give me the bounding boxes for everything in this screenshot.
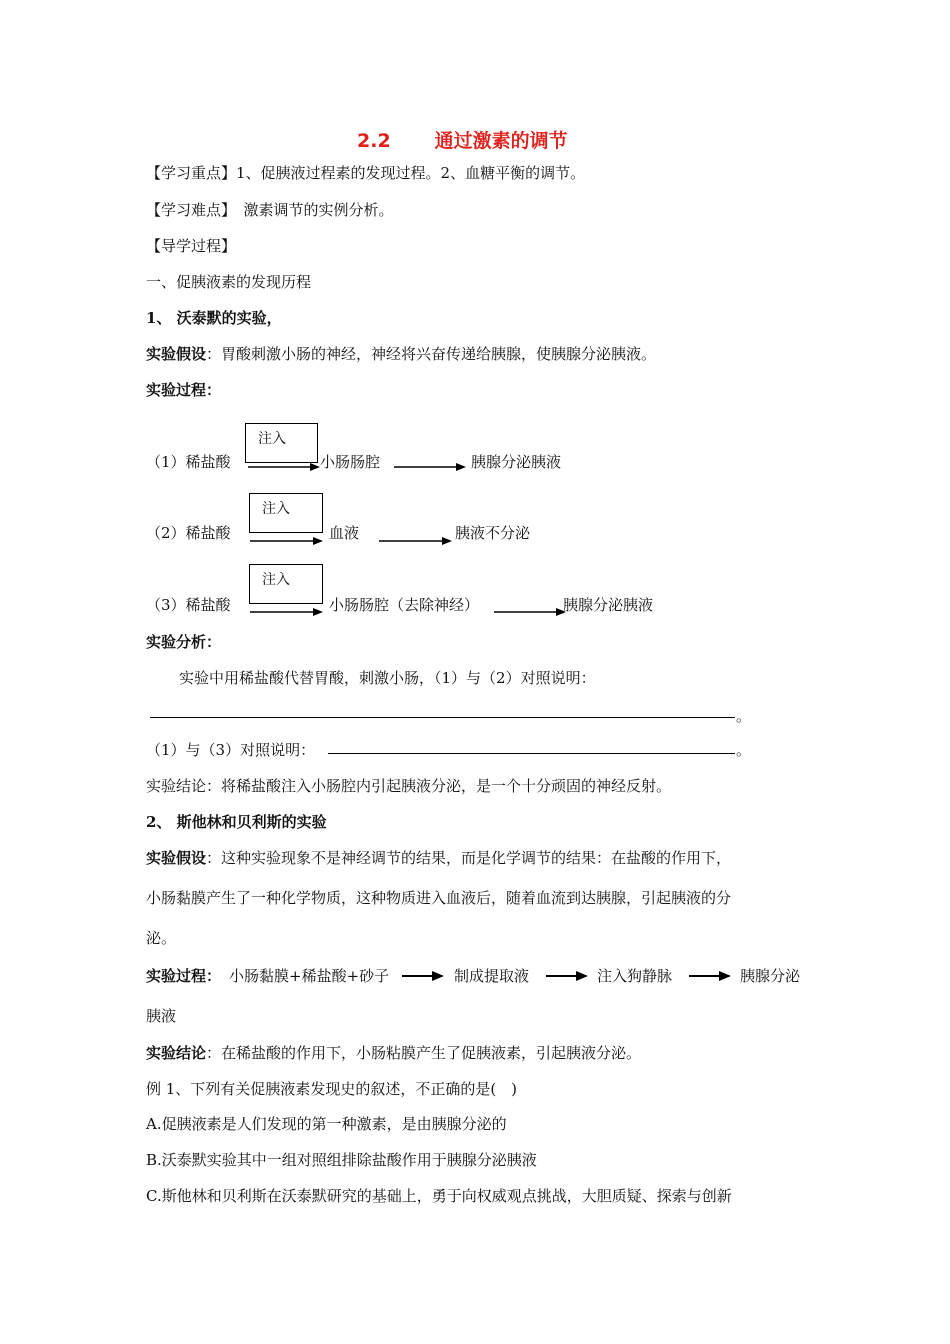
option-c: C.斯他林和贝利斯在沃泰默研究的基础上，勇于向权威观点挑战，大胆质疑、探索与创新 xyxy=(146,1187,732,1205)
flow-step-2: 制成提取液 xyxy=(454,967,530,985)
arrow-icon xyxy=(250,606,323,618)
inject-label: 注入 xyxy=(262,501,290,517)
row3-reagent: （3）稀盐酸 xyxy=(146,596,231,614)
learning-focus: 【学习重点】1、促胰液过程素的发现过程。2、血糖平衡的调节。 xyxy=(146,164,586,182)
learning-difficulty: 【学习难点】 激素调节的实例分析。 xyxy=(146,201,394,219)
arrow-icon xyxy=(379,535,452,547)
exp1-hypothesis xyxy=(146,344,656,364)
row3-result: 胰腺分泌胰液 xyxy=(563,596,654,614)
exp2-hypothesis-line3: 泌。 xyxy=(146,929,177,947)
option-b: B.沃泰默实验其中一组对照组排除盐酸作用于胰腺分泌胰液 xyxy=(146,1151,537,1169)
arrow-icon xyxy=(689,970,731,982)
title-text: 通过激素的调节 xyxy=(434,130,568,152)
hypothesis-label: 实验假设 xyxy=(146,345,207,363)
section-heading: 一、促胰液素的发现历程 xyxy=(146,273,312,291)
row1-reagent: （1）稀盐酸 xyxy=(146,453,231,471)
exp2-hypothesis-line1 xyxy=(146,848,731,868)
conclusion-text: ：在稀盐酸的作用下，小肠粘膜产生了促胰液素，引起胰液分泌。 xyxy=(206,1044,642,1062)
row1-result: 胰腺分泌胰液 xyxy=(471,453,562,471)
page-title xyxy=(357,126,568,153)
hypothesis-text: ：这种实验现象不是神经调节的结果，而是化学调节的结果：在盐酸的作用下， xyxy=(206,849,732,867)
exp2-hypothesis-line2: 小肠黏膜产生了一种化学物质，这种物质进入血液后，随着血流到达胰腺，引起胰液的分 xyxy=(146,889,732,907)
row2-target: 血液 xyxy=(329,524,360,542)
conclusion-label: 实验结论 xyxy=(146,1044,207,1062)
inject-label: 注入 xyxy=(258,431,286,447)
period: 。 xyxy=(736,707,752,725)
flow-step-4: 胰腺分泌 xyxy=(740,967,801,985)
example-question: 例 1、下列有关促胰液素发现史的叙述，不正确的是( ) xyxy=(146,1080,518,1098)
hypothesis-label: 实验假设 xyxy=(146,849,207,867)
compare-1-3-label: （1）与（3）对照说明： xyxy=(146,741,316,759)
row2-reagent: （2）稀盐酸 xyxy=(146,524,231,542)
period: 。 xyxy=(736,741,752,759)
answer-blank-2[interactable] xyxy=(328,753,735,754)
exp2-heading: 2、 斯他林和贝利斯的实验 xyxy=(146,813,327,831)
row1-target: 小肠肠腔 xyxy=(320,453,381,471)
option-a: A.促胰液素是人们发现的第一种激素，是由胰腺分泌的 xyxy=(146,1115,507,1133)
flow-continuation: 胰液 xyxy=(146,1007,177,1025)
arrow-icon xyxy=(402,970,444,982)
arrow-icon xyxy=(250,535,323,547)
row2-result: 胰液不分泌 xyxy=(455,524,531,542)
title-number: 2.2 xyxy=(357,130,391,152)
answer-blank-1[interactable] xyxy=(150,717,735,718)
exp1-analysis-text: 实验中用稀盐酸代替胃酸，刺激小肠，（1）与（2）对照说明： xyxy=(179,669,596,687)
exp2-process-label: 实验过程： xyxy=(146,967,222,985)
exp1-process-label: 实验过程： xyxy=(146,381,222,399)
arrow-icon xyxy=(248,461,320,473)
exp1-analysis-label: 实验分析： xyxy=(146,633,222,651)
guide-heading: 【导学过程】 xyxy=(146,237,237,255)
arrow-icon xyxy=(546,970,588,982)
row3-target: 小肠肠腔（去除神经） xyxy=(329,596,480,614)
exp2-conclusion xyxy=(146,1043,641,1063)
flow-step-1: 小肠黏膜+稀盐酸+砂子 xyxy=(229,967,390,985)
flow-step-3: 注入狗静脉 xyxy=(597,967,673,985)
inject-label: 注入 xyxy=(262,572,290,588)
hypothesis-text: ：胃酸刺激小肠的神经，神经将兴奋传递给胰腺，使胰腺分泌胰液。 xyxy=(206,345,657,363)
arrow-icon xyxy=(394,461,466,473)
exp1-conclusion: 实验结论：将稀盐酸注入小肠腔内引起胰液分泌，是一个十分顽固的神经反射。 xyxy=(146,777,672,795)
exp1-heading: 1、 沃泰默的实验， xyxy=(146,309,282,327)
arrow-icon xyxy=(494,606,566,618)
